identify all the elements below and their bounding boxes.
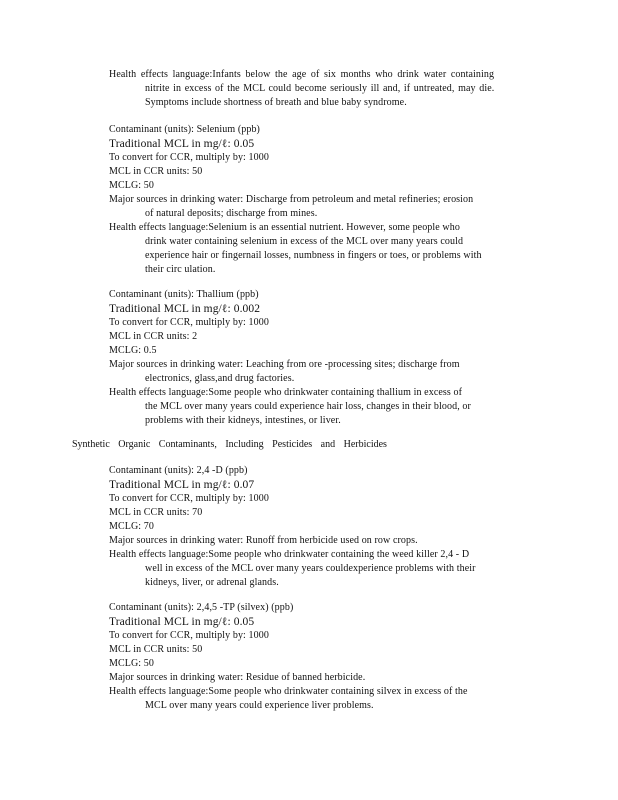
major-sources-line: electronics, glass,and drug factories. [145, 373, 295, 384]
major-sources-line: Major sources in drinking water: Leaching from ore -processing sites; discharge from [109, 359, 460, 370]
health-effects-line: Health effects language:Some people who drinkwater containing silvex in excess of the [109, 686, 468, 697]
contaminant-title: Contaminant (units): Thallium (ppb) [109, 289, 259, 300]
health-effects-line: MCL over many years could experience liver problems. [145, 700, 374, 711]
convert-factor: To convert for CCR, multiply by: 1000 [109, 493, 269, 504]
health-effects-line: Symptoms include shortness of breath and blue baby syndrome. [145, 97, 407, 108]
convert-factor: To convert for CCR, multiply by: 1000 [109, 152, 269, 163]
major-sources-line: Major sources in drinking water: Runoff from herbicide used on row crops. [109, 535, 418, 546]
contaminant-title: Contaminant (units): 2,4 -D (ppb) [109, 465, 248, 476]
health-effects-line: kidneys, liver, or adrenal glands. [145, 577, 279, 588]
health-effects-line: drink water containing selenium in excess of the MCL over many years could [145, 236, 464, 247]
contaminant-2-4-d [109, 464, 549, 590]
convert-factor: To convert for CCR, multiply by: 1000 [109, 317, 269, 328]
mclg: MCLG: 50 [109, 658, 154, 669]
health-effects-line: Health effects language:Infants below the age of six months who drink water containing [109, 69, 495, 80]
contaminant-title: Contaminant (units): 2,4,5 -TP (silvex) (ppb) [109, 602, 294, 613]
health-effects-line: the MCL over many years could experience hair loss, changes in their blood, or [145, 401, 471, 412]
mclg: MCLG: 0.5 [109, 345, 157, 356]
traditional-mcl: Traditional MCL in mg/ℓ: 0.05 [109, 616, 255, 628]
health-effects-line: Health effects language:Some people who drinkwater containing the weed killer 2,4 - D [109, 549, 470, 560]
mcl-ccr-units: MCL in CCR units: 2 [109, 331, 198, 342]
traditional-mcl: Traditional MCL in mg/ℓ: 0.002 [109, 303, 261, 315]
major-sources-line: Major sources in drinking water: Residue of banned herbicide. [109, 672, 366, 683]
health-effects-line: nitrite in excess of the MCL could become seriously ill and, if untreated, may die. [145, 83, 495, 94]
health-effects-line: their circ ulation. [145, 264, 216, 275]
mclg: MCLG: 50 [109, 180, 154, 191]
health-effects-line: problems with their kidneys, intestines, or liver. [145, 415, 341, 426]
contaminant-selenium [109, 123, 549, 277]
major-sources-line: of natural deposits; discharge from mines. [145, 208, 318, 219]
intro-health-effects [109, 68, 549, 110]
major-sources-line: Major sources in drinking water: Discharge from petroleum and metal refineries; erosion [109, 194, 474, 205]
mcl-ccr-units: MCL in CCR units: 50 [109, 644, 203, 655]
health-effects-line: Health effects language:Selenium is an essential nutrient. However, some people who [109, 222, 460, 233]
traditional-mcl: Traditional MCL in mg/ℓ: 0.07 [109, 479, 255, 491]
contaminant-title: Contaminant (units): Selenium (ppb) [109, 124, 260, 135]
contaminant-2-4-5-tp [109, 601, 549, 713]
mcl-ccr-units: MCL in CCR units: 50 [109, 166, 203, 177]
health-effects-line: Health effects language:Some people who drinkwater containing thallium in excess of [109, 387, 463, 398]
health-effects-line: experience hair or fingernail losses, numbness in fingers or toes, or problems with [145, 250, 482, 261]
contaminant-thallium [109, 288, 549, 428]
mcl-ccr-units: MCL in CCR units: 70 [109, 507, 203, 518]
section-title: Synthetic Organic Contaminants, Including Pesticides and Herbicides [72, 439, 387, 450]
traditional-mcl: Traditional MCL in mg/ℓ: 0.05 [109, 138, 255, 150]
convert-factor: To convert for CCR, multiply by: 1000 [109, 630, 269, 641]
health-effects-line: well in excess of the MCL over many years couldexperience problems with their [145, 563, 476, 574]
mclg: MCLG: 70 [109, 521, 154, 532]
